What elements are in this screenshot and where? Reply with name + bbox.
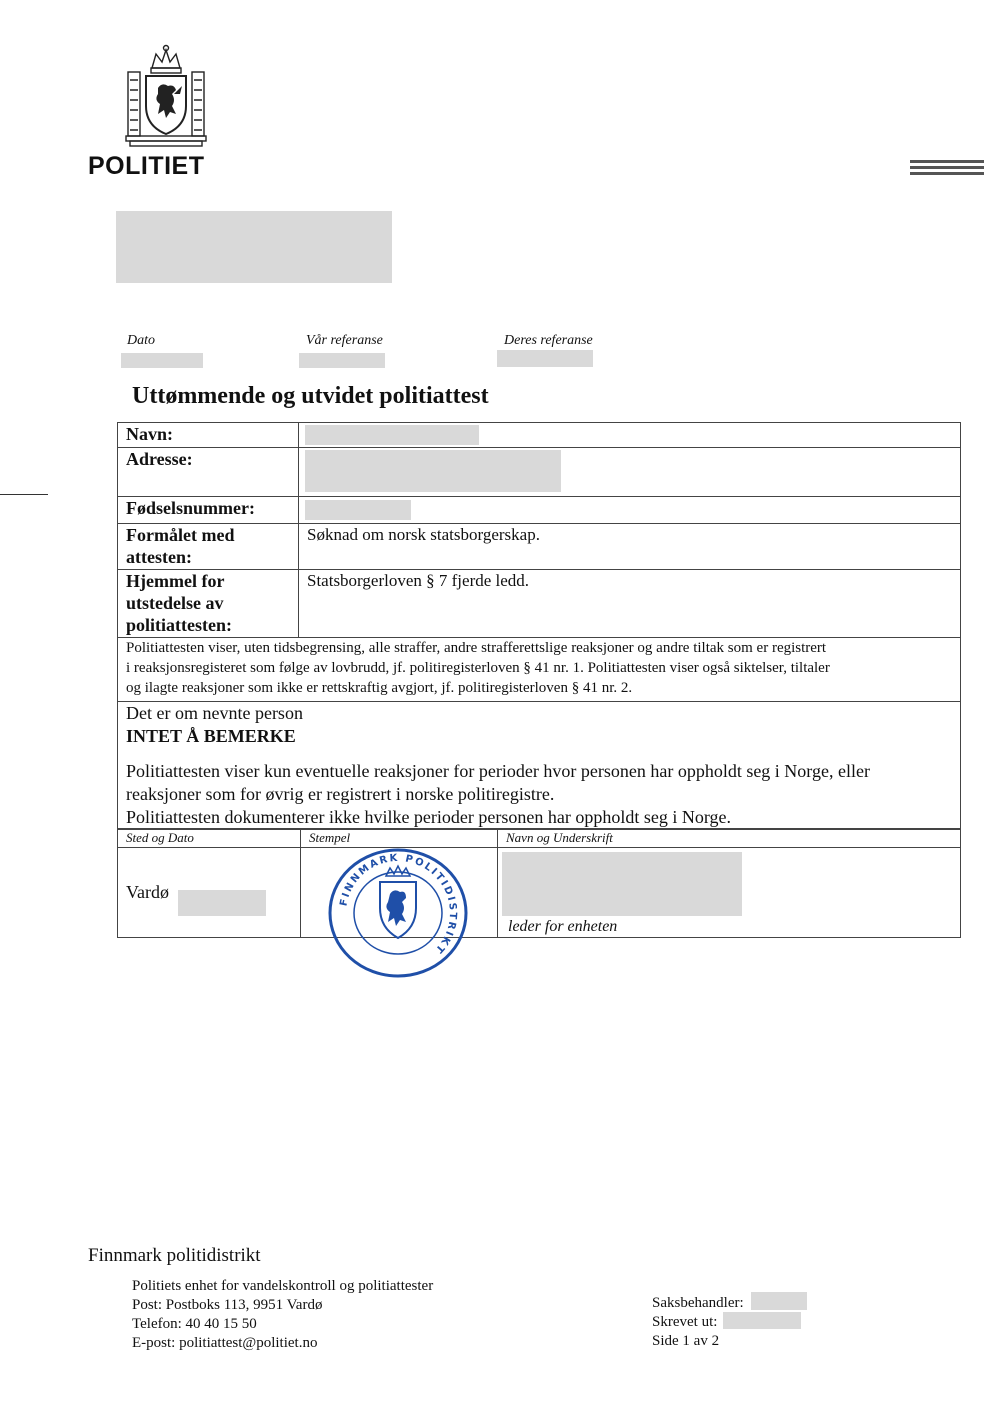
signature-table	[117, 828, 961, 938]
deres-referanse-value-redacted	[497, 350, 593, 367]
skrevet-label: Skrevet ut:	[652, 1314, 718, 1330]
stamp-text: FINNMARK POLITIDISTRIKT	[338, 852, 459, 957]
dato-label: Dato	[127, 333, 155, 348]
result-note1: Politiattesten viser kun eventuelle reaksjoner for perioder hvor personen har oppholdt seg i Norge, eller	[126, 761, 870, 781]
footer-phone: Telefon: 40 40 15 50	[132, 1316, 257, 1332]
page-number: Side 1 av 2	[652, 1333, 720, 1349]
police-district-stamp	[326, 846, 470, 980]
row-hjemmel	[118, 570, 961, 638]
fodselsnummer-value	[299, 497, 961, 524]
footer-unit: Politiets enhet for vandelskontroll og politiattester	[132, 1278, 434, 1294]
recipient-address-redacted	[116, 211, 392, 283]
var-referanse-value-redacted	[299, 353, 385, 368]
signature-body-row	[118, 848, 961, 938]
legal-line2: i reaksjonsregisteret som følge av lovbrudd, jf. politiregisterloven § 41 nr. 1. Politiattesten viser også siktelser, tiltaler	[126, 660, 830, 676]
hjemmel-label-line1: Hjemmel for	[126, 571, 225, 591]
navn-redacted	[305, 425, 479, 445]
footer-post: Post: Postboks 113, 9951 Vardø	[132, 1297, 323, 1313]
result-note2: reaksjoner som for øvrig er registrert i norske politiregistre.	[126, 784, 555, 804]
hjemmel-label-line3: politiattesten:	[126, 615, 232, 635]
date-redacted	[178, 890, 266, 916]
signer-role: leder for enheten	[508, 918, 618, 935]
formal-label	[118, 524, 299, 570]
hjemmel-label	[118, 570, 299, 638]
signature-header-row	[118, 829, 961, 848]
result-cell	[118, 702, 961, 830]
sted-dato-cell	[118, 848, 301, 938]
document-title: Uttømmende og utvidet politiattest	[132, 383, 489, 409]
header-decoration-bars	[910, 160, 984, 178]
row-formal	[118, 524, 961, 570]
row-navn	[118, 423, 961, 448]
navn-label: Navn:	[118, 423, 299, 448]
skrevet-redacted	[723, 1312, 801, 1329]
hjemmel-value: Statsborgerloven § 7 fjerde ledd.	[299, 570, 961, 638]
fodselsnummer-redacted	[305, 500, 411, 520]
row-adresse	[118, 448, 961, 497]
legal-text	[118, 638, 961, 702]
formal-label-line1: Formålet med	[126, 525, 235, 545]
footer-district: Finnmark politidistrikt	[88, 1245, 261, 1266]
row-legal-text	[118, 638, 961, 702]
saksbehandler-redacted	[751, 1292, 807, 1310]
result-intro: Det er om nevnte person	[126, 703, 303, 723]
footer-contact	[132, 1277, 433, 1353]
var-referanse-label: Vår referanse	[306, 333, 383, 348]
footer-email: E-post: politiattest@politiet.no	[132, 1335, 318, 1351]
formal-value: Søknad om norsk statsborgerskap.	[299, 524, 961, 570]
legal-line1: Politiattesten viser, uten tidsbegrensing, alle straffer, andre strafferettslige reaksjoner og andre tiltak som er registrert	[126, 640, 827, 656]
result-note3: Politiattesten dokumenterer ikke hvilke perioder personen har oppholdt seg i Norge.	[126, 807, 732, 827]
adresse-redacted	[305, 450, 561, 492]
hjemmel-label-line2: utstedelse av	[126, 593, 224, 613]
saksbehandler-label: Saksbehandler:	[652, 1295, 744, 1311]
result-verdict: INTET Å BEMERKE	[126, 726, 296, 746]
signature-redacted	[502, 852, 742, 916]
coat-of-arms-logo	[118, 44, 214, 148]
navn-underskrift-label: Navn og Underskrift	[498, 829, 961, 848]
attestation-table	[117, 422, 961, 830]
signature-cell	[498, 848, 961, 938]
row-fodselsnummer	[118, 497, 961, 524]
formal-label-line2: attesten:	[126, 547, 192, 567]
adresse-value	[299, 448, 961, 497]
legal-line3: og ilagte reaksjoner som ikke er rettskraftig avgjort, jf. politiregisterloven § 41 nr. 2.	[126, 680, 633, 696]
logo-text: POLITIET	[88, 152, 205, 180]
place-text: Vardø	[126, 882, 169, 902]
margin-rule	[0, 494, 48, 495]
deres-referanse-label: Deres referanse	[504, 333, 593, 348]
adresse-label: Adresse:	[118, 448, 299, 497]
stempel-label: Stempel	[301, 829, 498, 848]
row-result	[118, 702, 961, 830]
sted-dato-label: Sted og Dato	[118, 829, 301, 848]
navn-value	[299, 423, 961, 448]
dato-value-redacted	[121, 353, 203, 368]
fodselsnummer-label: Fødselsnummer:	[118, 497, 299, 524]
